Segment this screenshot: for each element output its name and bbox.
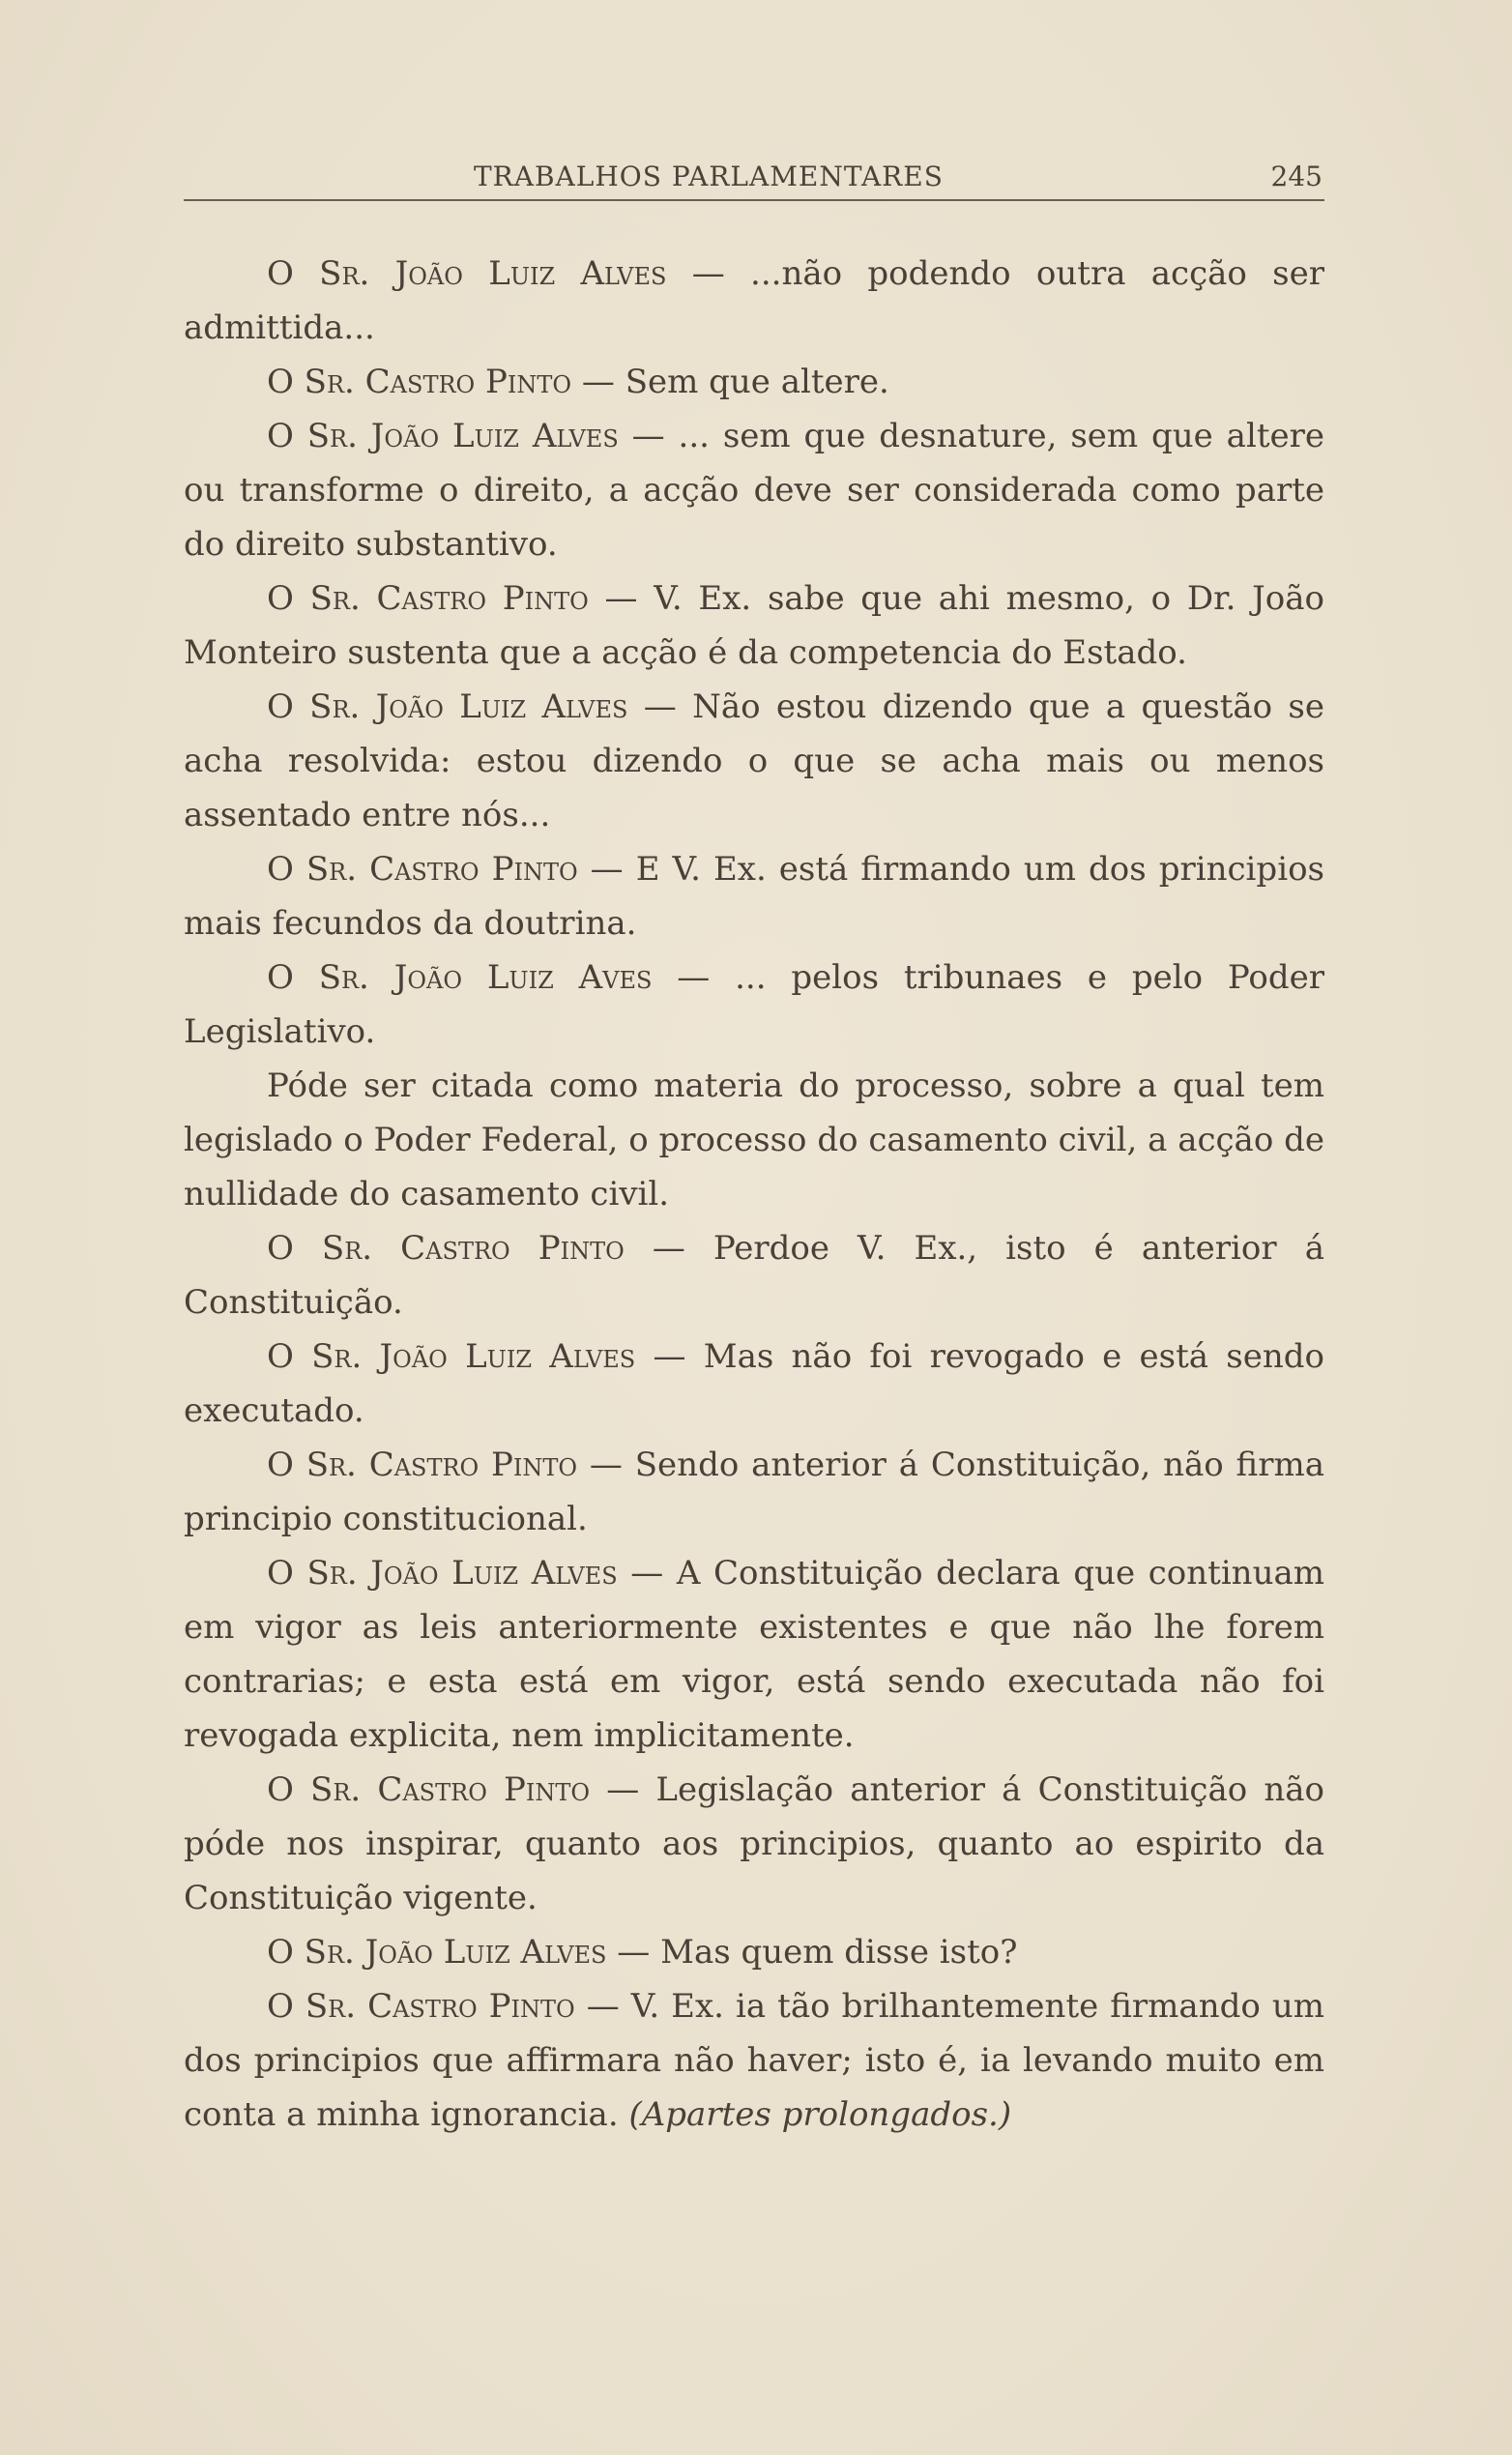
speaker-name: O Sr. João Luiz Alves (267, 1337, 636, 1376)
speech-separator: — (606, 1933, 661, 1972)
speaker-name: O Sr. Castro Pinto (267, 850, 578, 889)
speech-separator: — (618, 417, 679, 455)
speech-text: Sendo anterior á Constituição, não firma principio constitucional. (184, 1446, 1324, 1538)
paragraph (184, 680, 1324, 842)
speech-text: ...não podendo outra acção ser admittida... (184, 254, 1324, 347)
speech-separator: — (617, 1554, 677, 1593)
speech-text: E V. Ex. está firmando um dos principios mais fecundos da doutrina. (184, 850, 1324, 943)
paragraph (184, 409, 1324, 571)
paragraph (184, 1438, 1324, 1546)
speech-text: ... pelos tribunaes e pelo Poder Legislativo. (184, 958, 1324, 1051)
speech-separator: — (590, 1770, 656, 1809)
paragraph (184, 842, 1324, 950)
paragraph (184, 1925, 1324, 1979)
speech-separator: — (635, 1337, 704, 1376)
page-header (184, 157, 1324, 201)
speech-text: A Constituição declara que continuam em vigor as leis anteriormente existentes e que não lhe forem contrarias; e esta está em vigor, está sendo executada não foi revogada explicita, nem implicitamente. (184, 1554, 1324, 1755)
paragraph (184, 247, 1324, 355)
speech-separator: — (652, 958, 736, 997)
speaker-name: O Sr. João Luiz Alves (267, 687, 628, 726)
speaker-name: O Sr. Castro Pinto (267, 579, 589, 618)
page-number: 245 (1270, 161, 1323, 192)
paragraph (184, 950, 1324, 1059)
stage-direction: (Apartes prolongados.) (628, 2095, 1012, 2134)
speaker-name: O Sr. Castro Pinto (267, 363, 572, 401)
paragraph (184, 1330, 1324, 1438)
paragraph (184, 1221, 1324, 1330)
speech-separator: — (666, 254, 751, 293)
speech-text: Legislação anterior á Constituição não póde nos inspirar, quanto aos principios, quanto ao espirito da Constituição vigente. (184, 1770, 1324, 1917)
speech-text: V. Ex. sabe que ahi mesmo, o Dr. João Monteiro sustenta que a acção é da competencia do Estado. (184, 579, 1324, 672)
speech-text: Mas quem disse isto? (660, 1933, 1018, 1972)
speech-separator: — (577, 850, 636, 889)
paragraph (184, 1979, 1324, 2142)
body-text (184, 247, 1324, 2142)
paragraph (184, 1546, 1324, 1763)
speech-text: Perdoe V. Ex., isto é anterior á Constituição. (184, 1229, 1324, 1322)
speech-text: V. Ex. ia tão brilhantemente firmando um dos principios que affirmara não haver; isto é, ia levando muito em conta a minha ignorancia. (184, 1987, 1324, 2134)
speech-text: ... sem que desnature, sem que altere ou transforme o direito, a acção deve ser considerada como parte do direito substantivo. (184, 417, 1324, 564)
speaker-name: O Sr. Castro Pinto (267, 1770, 591, 1809)
speaker-name: O Sr. Castro Pinto (267, 1446, 578, 1484)
speech-text: Póde ser citada como materia do processo, sobre a qual tem legislado o Poder Federal, o processo do casamento civil, a acção de nullidade do casamento civil. (184, 1067, 1324, 1213)
speaker-name: O Sr. João Luiz Aves (267, 958, 653, 997)
speech-separator: — (574, 1987, 631, 2026)
speaker-name: O Sr. João Luiz Alves (267, 1554, 618, 1593)
speaker-name: O Sr. João Luiz Alves (267, 1933, 607, 1972)
speech-separator: — (627, 687, 693, 726)
speech-text: Sem que altere. (625, 363, 889, 401)
speech-separator: — (571, 363, 625, 401)
paragraph (184, 1763, 1324, 1925)
speech-separator: — (577, 1446, 635, 1484)
speaker-name: O Sr. João Luiz Alves (267, 254, 667, 293)
speaker-name: O Sr. Castro Pinto (267, 1229, 625, 1268)
speech-separator: — (588, 579, 654, 618)
running-title: TRABALHOS PARLAMENTARES (474, 161, 944, 192)
paragraph (184, 355, 1324, 409)
paragraph (184, 571, 1324, 680)
paragraph (184, 1059, 1324, 1221)
speaker-name: O Sr. João Luiz Alves (267, 417, 619, 455)
speaker-name: O Sr. Castro Pinto (267, 1987, 575, 2026)
speech-text: Mas não foi revogado e está sendo executado. (184, 1337, 1324, 1430)
speech-separator: — (624, 1229, 713, 1268)
speech-text: Não estou dizendo que a questão se acha resolvida: estou dizendo o que se acha mais ou menos assentado entre nós... (184, 687, 1324, 834)
